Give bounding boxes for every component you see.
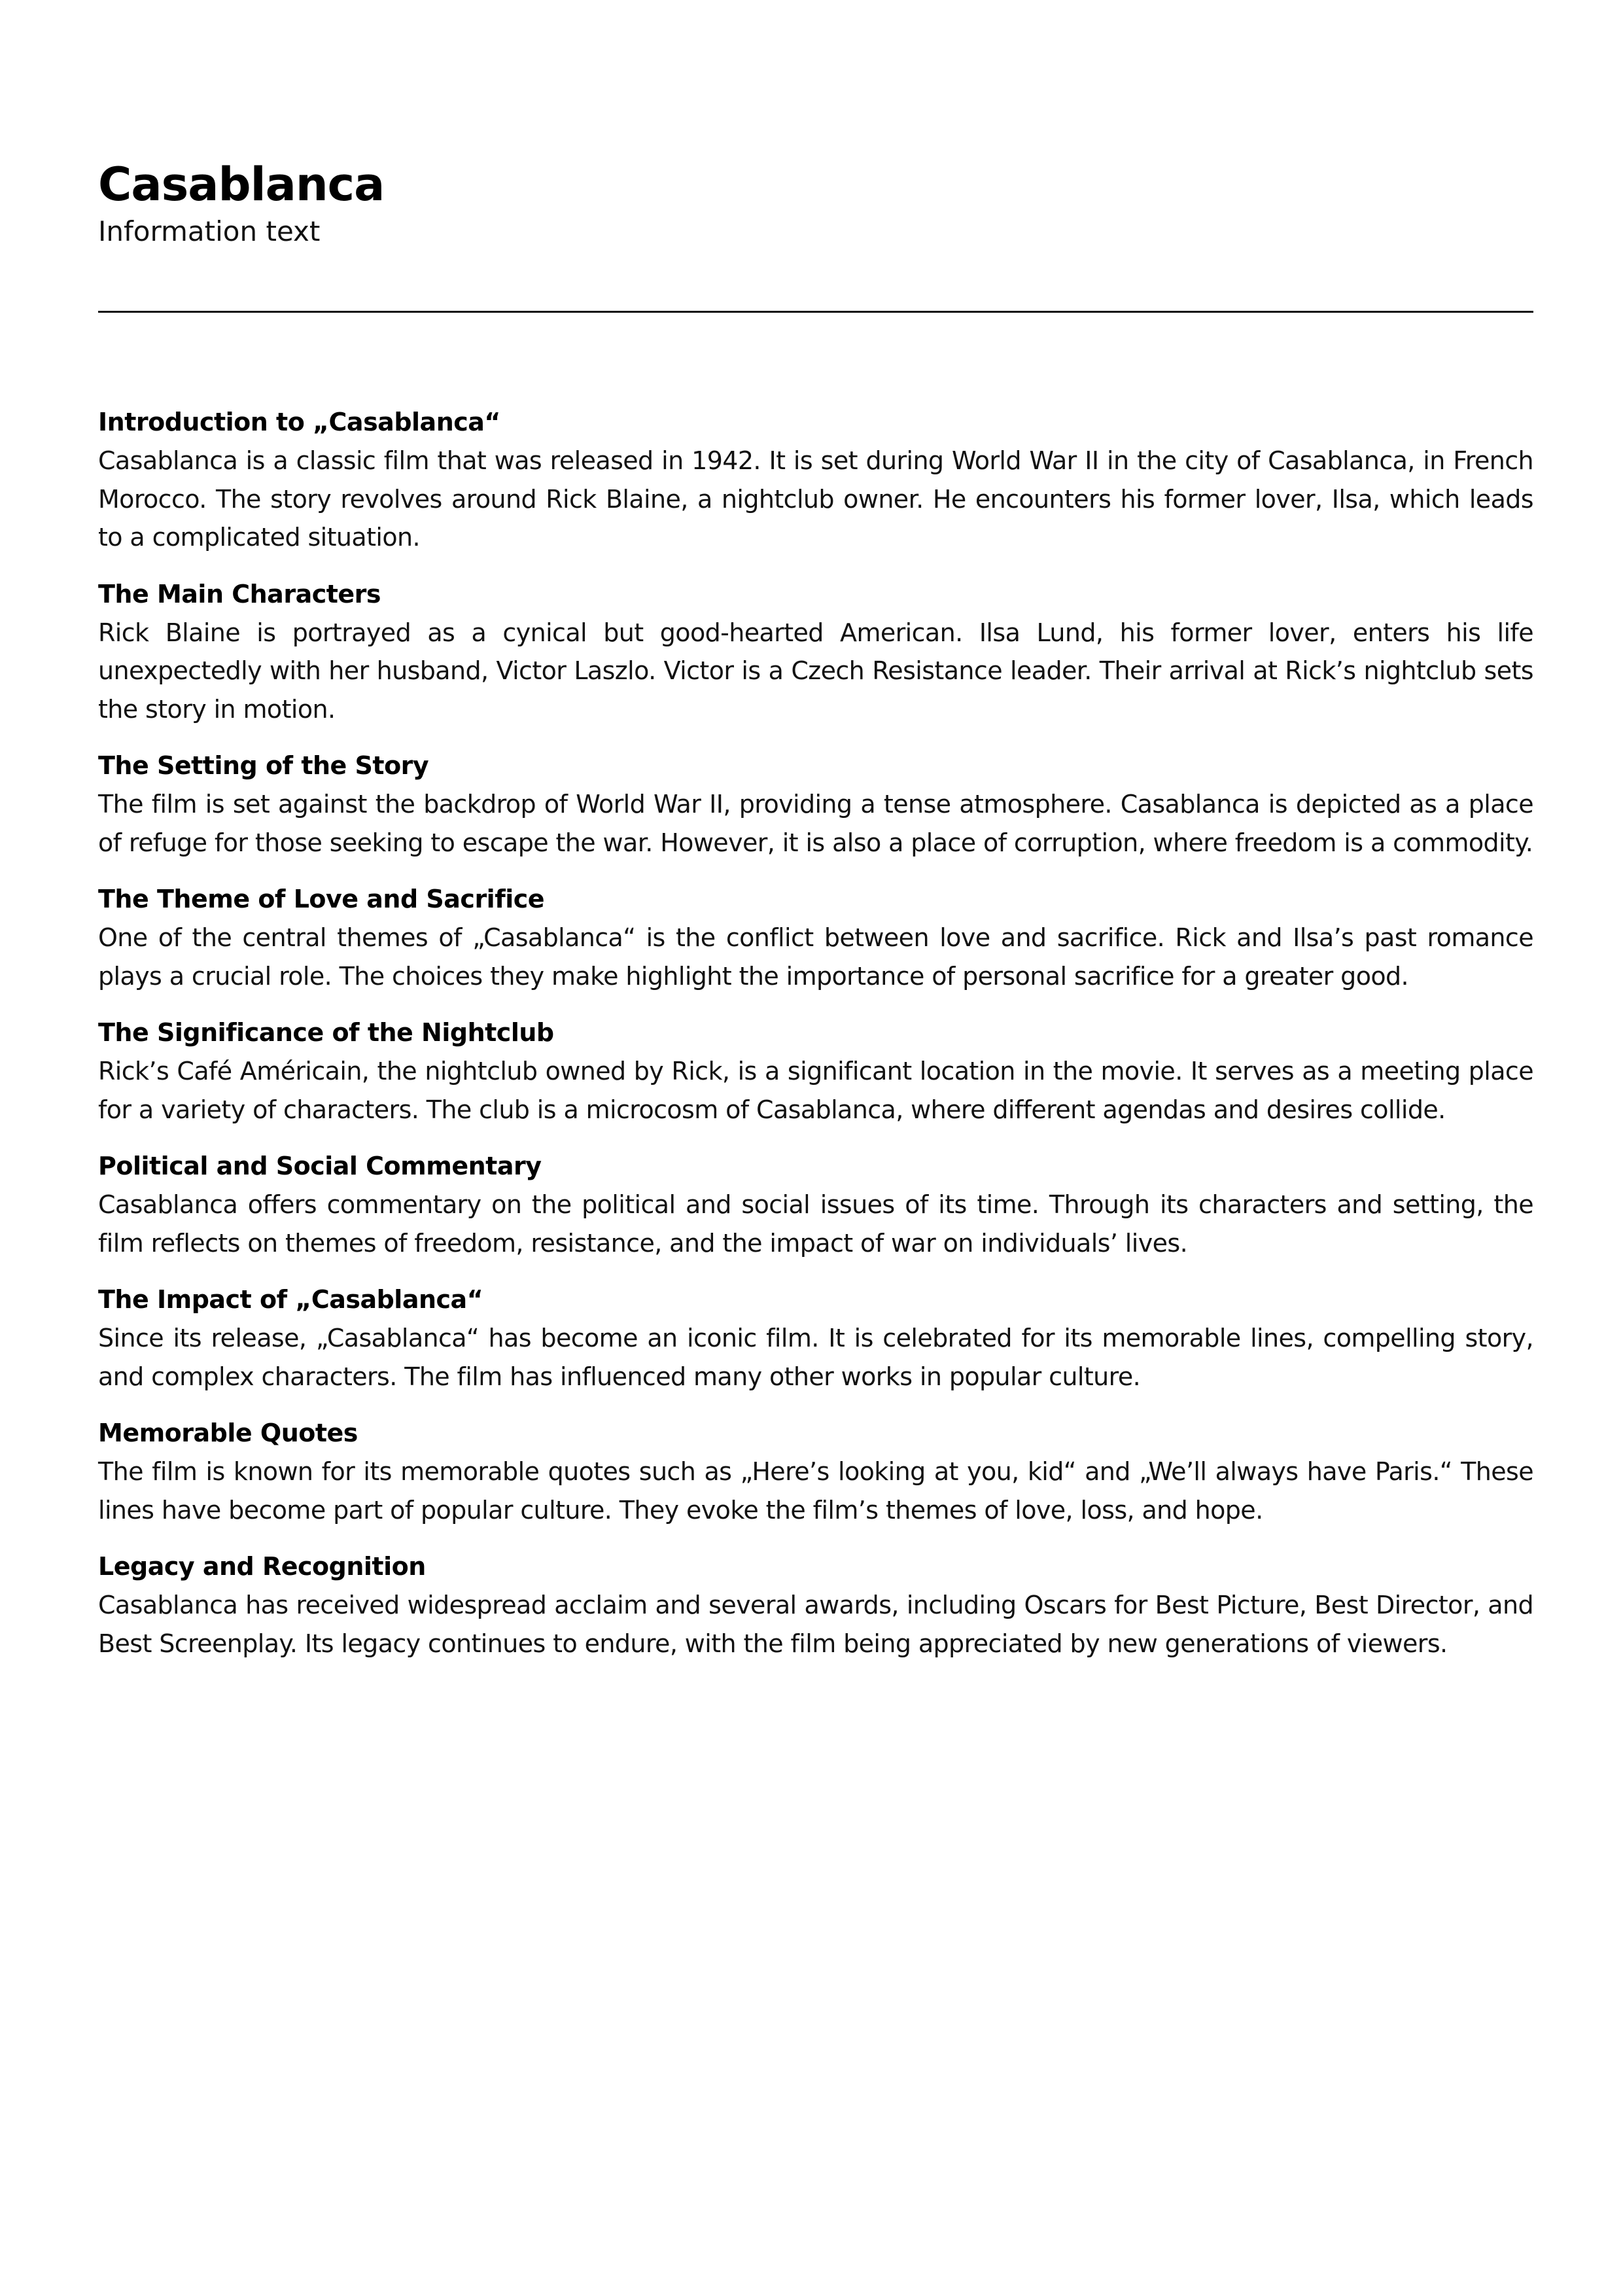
section-setting bbox=[98, 746, 1533, 862]
section-body: The film is set against the backdrop of World War II, providing a tense atmosphere. Casablanca is depicted as a place of refuge for those seeking to escape the war. However, it is also a place of corruption, where freedom is a commodity. bbox=[98, 790, 1533, 857]
section-heading: Legacy and Recognition bbox=[98, 1552, 426, 1581]
section-main-characters bbox=[98, 574, 1533, 729]
section-heading: The Main Characters bbox=[98, 579, 381, 609]
section-heading: Introduction to „Casablanca“ bbox=[98, 408, 500, 436]
section-body: Rick Blaine is portrayed as a cynical but good-hearted American. Ilsa Lund, his former lover, enters his life unexpectedly with her husband, Victor Laszlo. Victor is a Czech Resistance leader. Their arrival at Rick’s nightclub sets the story in motion. bbox=[98, 618, 1533, 724]
document-subtitle: Information text bbox=[98, 215, 321, 247]
section-body: The film is known for its memorable quotes such as „Here’s looking at you, kid“ and „We’ll always have Paris.“ These lines have become part of popular culture. They evoke the film’s themes of love, loss, and hope. bbox=[98, 1457, 1533, 1525]
document-content bbox=[98, 402, 1533, 1680]
section-nightclub bbox=[98, 1013, 1533, 1129]
section-legacy bbox=[98, 1547, 1533, 1663]
section-body: One of the central themes of „Casablanca“ is the conflict between love and sacrifice. Rick and Ilsa’s past romance plays a crucial role. The choices they make highlight the importance of personal sacrifice for a greater good. bbox=[98, 923, 1533, 991]
document-page bbox=[98, 157, 1533, 1658]
section-body: Since its release, „Casablanca“ has become an iconic film. It is celebrated for its memorable lines, compelling story, and complex characters. The film has influenced many other works in popular culture. bbox=[98, 1324, 1533, 1391]
section-body: Rick’s Café Américain, the nightclub owned by Rick, is a significant location in the movie. It serves as a meeting place for a variety of characters. The club is a microcosm of Casablanca, where different agendas and desires collide. bbox=[98, 1057, 1533, 1124]
section-body: Casablanca offers commentary on the political and social issues of its time. Through its characters and setting, the film reflects on themes of freedom, resistance, and the impact of war on individuals’ lives. bbox=[98, 1190, 1533, 1258]
document-title: Casablanca bbox=[98, 158, 385, 211]
section-heading: Memorable Quotes bbox=[98, 1419, 358, 1447]
section-heading: Political and Social Commentary bbox=[98, 1152, 542, 1180]
section-political-social bbox=[98, 1146, 1533, 1262]
title-divider bbox=[98, 311, 1533, 313]
section-body: Casablanca has received widespread acclaim and several awards, including Oscars for Best Picture, Best Director, and Best Screenplay. Its legacy continues to endure, with the film being appreciated by new generations of viewers. bbox=[98, 1591, 1533, 1658]
section-memorable-quotes bbox=[98, 1413, 1533, 1529]
section-love-sacrifice bbox=[98, 879, 1533, 995]
section-impact bbox=[98, 1280, 1533, 1396]
section-heading: The Impact of „Casablanca“ bbox=[98, 1285, 483, 1314]
section-body: Casablanca is a classic film that was released in 1942. It is set during World War II in the city of Casablanca, in French Morocco. The story revolves around Rick Blaine, a nightclub owner. He encounters his former lover, Ilsa, which leads to a complicated situation. bbox=[98, 446, 1533, 552]
section-introduction bbox=[98, 402, 1533, 557]
section-heading: The Significance of the Nightclub bbox=[98, 1018, 554, 1047]
section-heading: The Theme of Love and Sacrifice bbox=[98, 885, 545, 913]
section-heading: The Setting of the Story bbox=[98, 751, 429, 780]
